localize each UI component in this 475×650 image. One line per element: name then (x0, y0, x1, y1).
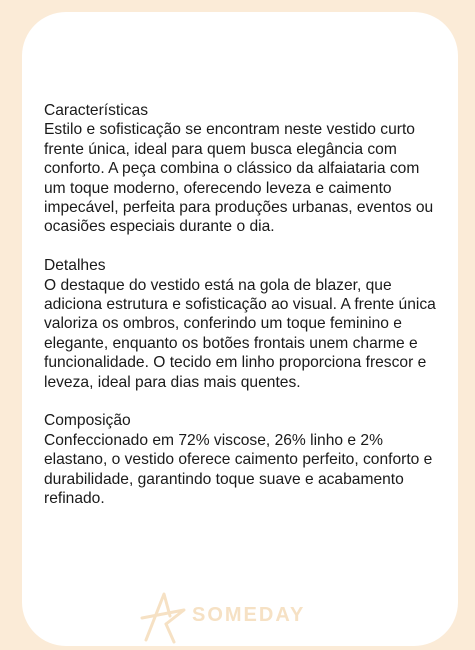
section-body: Estilo e sofisticação se encontram neste vestido curto frente única, ideal para quem busca elegância com conforto. A peça combina o clássico da alfaiataria com um toque moderno, oferecendo leveza e caimento impecável, perfeita para produções urbanas, eventos ou ocasiões especiais durante o dia. (44, 121, 434, 236)
description-card (22, 12, 458, 646)
section-caracteristicas (44, 101, 444, 237)
section-body: O destaque do vestido está na gola de blazer, que adiciona estrutura e sofisticação ao visual. A frente única valoriza os ombros, conferindo um toque feminino e elegante, enquanto os botões frontais unem charme e funcionalidade. O tecido em linho proporciona frescor e leveza, ideal para dias mais quentes. (44, 276, 436, 391)
section-title: Detalhes (44, 257, 106, 275)
someday-logo (140, 588, 350, 646)
section-body: Confeccionado em 72% viscose, 26% linho e 2% elastano, o vestido oferece caimento perfeito, conforto e durabilidade, garantindo toque suave e acabamento refinado. (44, 431, 433, 508)
product-description (44, 101, 444, 528)
watermark-text: SOMEDAY (192, 604, 306, 626)
section-composicao (44, 411, 444, 508)
section-title: Características (44, 102, 148, 119)
section-detalhes (44, 256, 444, 392)
someday-star-logo-icon (142, 594, 184, 642)
section-title: Composição (44, 412, 131, 430)
